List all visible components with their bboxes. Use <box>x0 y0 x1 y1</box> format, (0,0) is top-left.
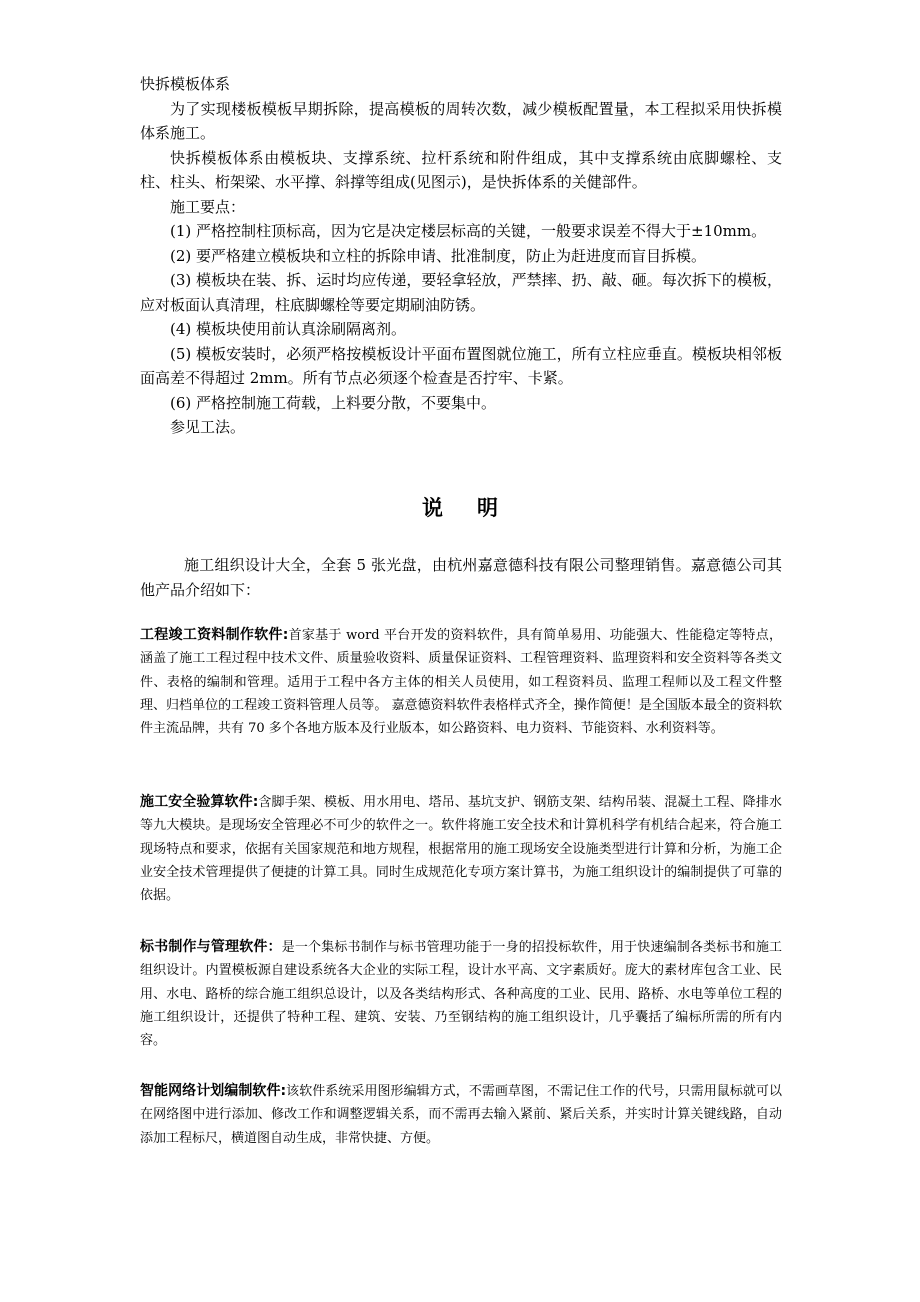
construction-points-label: 施工要点： <box>170 197 246 216</box>
product-description <box>140 791 782 907</box>
reference-note: 参见工法。 <box>170 418 246 436</box>
product-name: 施工安全验算软件: <box>140 794 259 810</box>
construction-point-6: (6) 严格控制施工荷载，上料要分散，不要集中。 <box>170 393 497 412</box>
formwork-section <box>140 72 782 440</box>
construction-point-5: (5) 模板安装时，必须严格按模板设计平面布置图就位施工，所有立柱应垂直。模板块相邻板面高差不得超过 2mm。所有节点必须逐个检查是否拧牢、卡紧。 <box>140 344 782 387</box>
product-name: 标书制作与管理软件： <box>140 939 282 955</box>
construction-point-2: (2) 要严格建立模板块和立柱的拆除申请、批准制度，防止为赶进度而盲目拆模。 <box>170 246 707 265</box>
product-text: 首家基于 word 平台开发的资料软件，具有简单易用、功能强大、性能稳定等特点，涵盖了施工工程过程中技术文件、质量验收资料、质量保证资料、工程管理资料、监理资料和安全资料等各类文件、表格的编制和管理。适用于工程中各方主体的相关人员使用，如工程资料员、监理工程师以及工程文件整理、归档单位的工程竣工资料管理人员等。 嘉意德资料软件表格样式齐全，操作简便！是全国版本最全的资料软件主流品牌，共有 70 多个各地方版本及行业版本，如公路资料、电力资料、节能资料、水利资料等。 <box>140 628 782 737</box>
notes-title: 说明 <box>422 496 532 520</box>
product-text: 含脚手架、模板、用水用电、塔吊、基坑支护、钢筋支架、结构吊装、混凝土工程、降排水等九大模块。是现场安全管理必不可少的软件之一。软件将施工安全技术和计算机科学有机结合起来，符合施工现场特点和要求，依据有关国家规范和地方规程，根据常用的施工现场安全设施类型进行计算和分析，为施工企业安全技术管理提供了便捷的计算工具。同时生成规范化专项方案计算书，为施工组织设计的编制提供了可靠的依据。 <box>140 795 782 904</box>
construction-point-4: (4) 模板块使用前认真涂刷隔离剂。 <box>170 320 407 338</box>
notes-intro: 施工组织设计大全，全套 5 张光盘，由杭州嘉意德科技有限公司整理销售。嘉意德公司其他产品介绍如下： <box>140 556 782 599</box>
product-name: 工程竣工资料制作软件: <box>140 627 289 643</box>
construction-point-3: (3) 模板块在装、拆、运时均应传递，要轻拿轻放，严禁摔、扔、敲、砸。每次拆下的模板，应对板面认真清理，柱底脚螺栓等要定期刷油防锈。 <box>140 271 782 314</box>
product-name: 智能网络计划编制软件: <box>140 1083 287 1099</box>
product-text: 该软件系统采用图形编辑方式，不需画草图，不需记住工作的代号，只需用鼠标就可以在网络图中进行添加、修改工作和调整逻辑关系，而不需再去输入紧前、紧后关系，并实时计算关键线路，自动添加工程标尺，横道图自动生成，非常快捷、方便。 <box>140 1084 782 1146</box>
product-description <box>140 624 782 740</box>
product-description <box>140 1080 782 1150</box>
construction-point-1: (1) 严格控制柱顶标高，因为它是决定楼层标高的关键，一般要求误差不得大于±10mm。 <box>170 222 767 240</box>
product-description <box>140 936 782 1052</box>
section-paragraph: 为了实现楼板模板早期拆除，提高模板的周转次数，减少模板配置量，本工程拟采用快拆模体系施工。 <box>140 99 782 142</box>
section-heading: 快拆模板体系 <box>140 75 231 93</box>
section-paragraph: 快拆模板体系由模板块、支撑系统、拉杆系统和附件组成，其中支撑系统由底脚螺栓、支柱、柱头、桁架梁、水平撑、斜撑等组成(见图示)，是快拆体系的关健部件。 <box>140 148 782 191</box>
product-text: 是一个集标书制作与标书管理功能于一身的招投标软件，用于快速编制各类标书和施工组织设计。内置模板源自建设系统各大企业的实际工程，设计水平高、文字素质好。庞大的素材库包含工业、民用、水电、路桥的综合施工组织总设计，以及各类结构形式、各种高度的工业、民用、路桥、水电等单位工程的施工组织设计，还提供了特种工程、建筑、安装、乃至钢结构的施工组织设计，几乎囊括了编标所需的所有内容。 <box>140 940 782 1049</box>
